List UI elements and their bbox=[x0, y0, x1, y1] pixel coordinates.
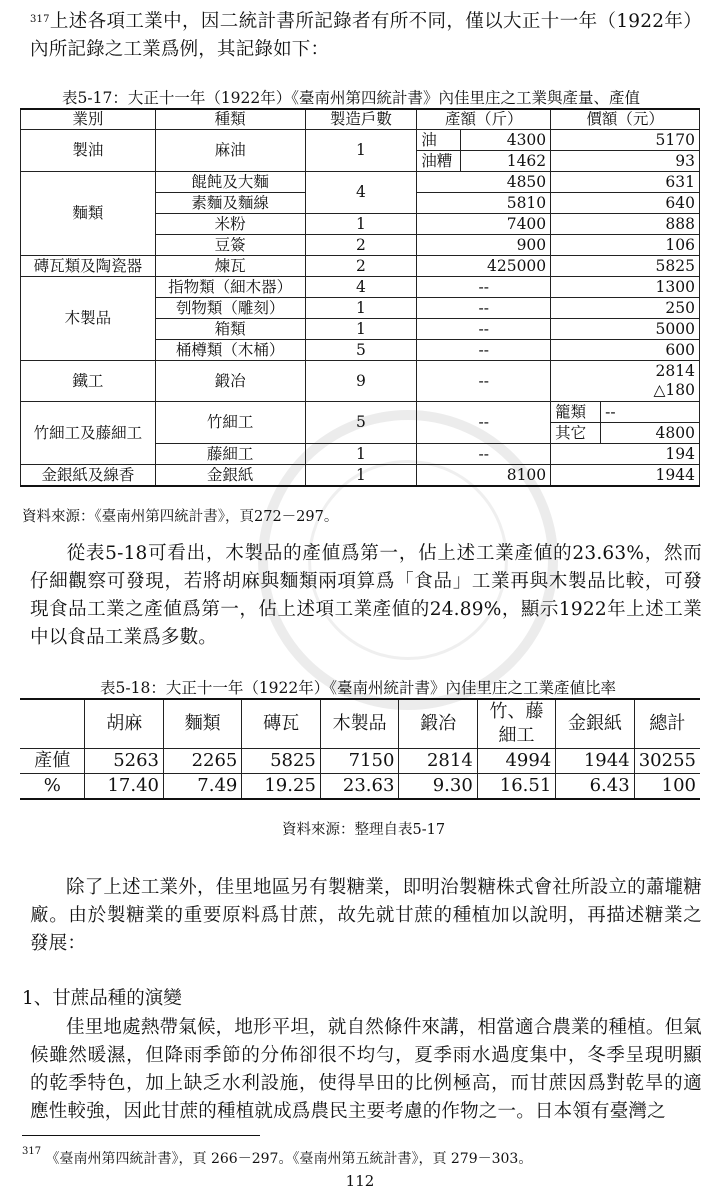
page-number: 112 bbox=[345, 1172, 375, 1190]
table-18-caption: 表5-18：大正十一年（1922年）《臺南州統計書》內佳里庄之工業產値比率 bbox=[100, 679, 617, 697]
table-row: 產値 5263 2265 5825 7150 2814 4994 1944 30255 bbox=[20, 749, 700, 774]
table-row: 其它 4800 bbox=[21, 423, 700, 444]
table-row: 刳物類（雕刻） 1 -- 250 bbox=[21, 298, 700, 319]
table-row: 素麵及麵線 5810 640 bbox=[21, 193, 700, 214]
table-row: 金銀紙及線香 金銀紙 1 8100 1944 bbox=[21, 465, 700, 487]
section-heading: 1、甘蔗品種的演變 bbox=[22, 988, 182, 1009]
table-18-source: 資料來源：整理自表5-17 bbox=[282, 822, 446, 838]
table-row: 豆簽 2 900 106 bbox=[21, 235, 700, 256]
table-row: 竹細工及藤細工 竹細工 5 -- 籠類 -- bbox=[21, 402, 700, 423]
footnote: $^{317}$ 《臺南州第四統計書》，頁 266－297。《臺南州第五統計書》，頁 279－303。 bbox=[22, 1146, 533, 1167]
intro-paragraph: $^{317}$上述各項工業中，因二統計書所記錄者有所不同，僅以大正十一年（1922年）內所記錄之工業爲例，其記錄如下： bbox=[30, 11, 702, 60]
table-row: 藤細工 1 -- 194 bbox=[21, 444, 700, 465]
table-row: 業別 種類 製造戶數 產額（斤） 價額（元） bbox=[21, 109, 700, 130]
table-row: 木製品 指物類（細木器） 4 -- 1300 bbox=[21, 277, 700, 298]
table-row: 鐵工 鍛冶 9 -- 2814 △180 bbox=[21, 361, 700, 402]
footnote-ref: 317 bbox=[30, 14, 50, 25]
paragraph-4: 佳里地處熱帶氣候，地形平坦，就自然條件來講，相當適合農業的種植。但氣候雖然暖濕，但降雨季節的分佈卻很不均勻，夏季雨水過度集中，冬季呈現明顯的乾季特色，加上缺乏水利設施，使得旱田的比例極高，而甘蔗因爲對乾旱的適應性較強，因此甘蔗的種植就成爲農民主要考慮的作物之一。日本領有臺灣之 bbox=[30, 1017, 702, 1122]
table-17 bbox=[20, 108, 700, 487]
table-row: % 17.40 7.49 19.25 23.63 9.30 16.51 6.43 100 bbox=[20, 774, 700, 800]
table-row: 磚瓦類及陶瓷器 煉瓦 2 425000 5825 bbox=[21, 256, 700, 277]
table-row: 米粉 1 7400 888 bbox=[21, 214, 700, 235]
paragraph-2: 從表5-18可看出，木製品的產値爲第一，佔上述工業產値的23.63%，然而仔細觀察可發現，若將胡麻與麵類兩項算爲「食品」工業再與木製品比較，可發現食品工業之產値爲第一，佔上述項工業產値的24.89%，顯示1922年上述工業中以食品工業爲多數。 bbox=[30, 543, 702, 648]
table-row: 麵類 餛飩及大麵 4 4850 631 bbox=[21, 172, 700, 193]
table-row: 箱類 1 -- 5000 bbox=[21, 319, 700, 340]
table-18 bbox=[20, 698, 700, 800]
paragraph-3: 除了上述工業外，佳里地區另有製糖業，即明治製糖株式會社所設立的蕭壠糖廠。由於製糖業的重要原料爲甘蔗，故先就甘蔗的種植加以說明，再描述糖業之發展： bbox=[30, 877, 702, 954]
footnote-divider bbox=[22, 1135, 260, 1136]
table-row: 製油 麻油 1 油 4300 5170 bbox=[21, 130, 700, 151]
table-row: 桶樽類（木桶） 5 -- 600 bbox=[21, 340, 700, 361]
table-17-source: 資料來源：《臺南州第四統計書》，頁272－297。 bbox=[22, 509, 339, 525]
table-row: 胡麻 麵類 磚瓦 木製品 鍛冶 竹、藤細工 金銀紙 總計 bbox=[20, 699, 700, 749]
table-17-caption: 表5-17：大正十一年（1922年）《臺南州第四統計書》內佳里庄之工業與產量、產值 bbox=[62, 89, 641, 107]
table-row: 油糟 1462 93 bbox=[21, 151, 700, 172]
